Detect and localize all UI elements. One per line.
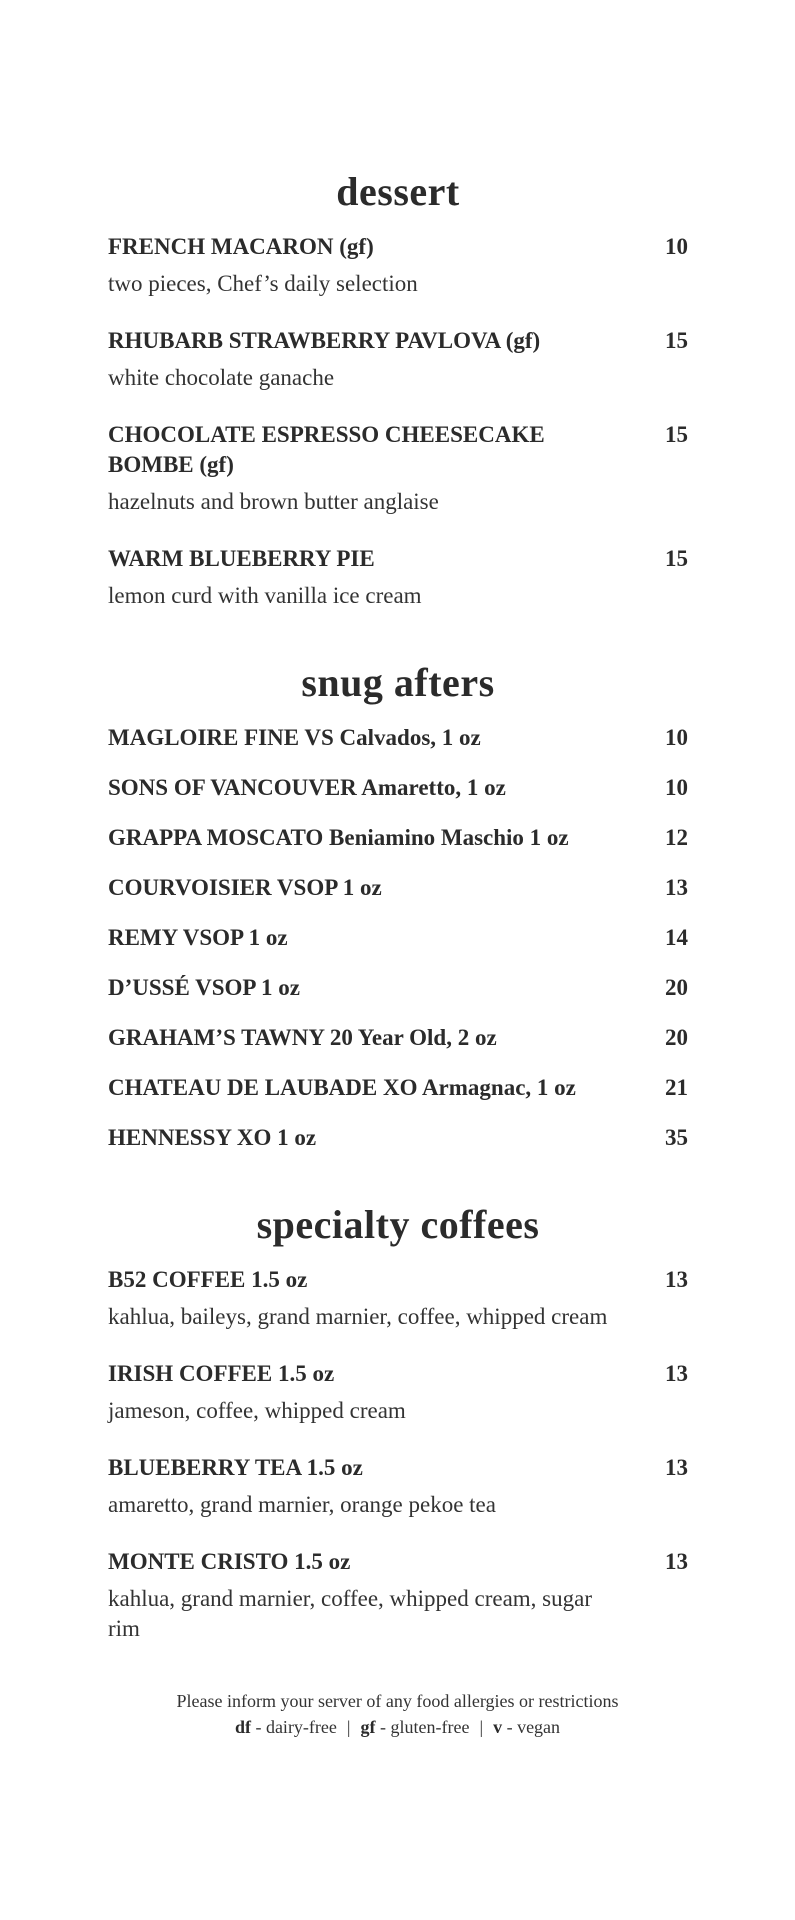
item-price: 12 — [665, 825, 688, 850]
menu-item — [108, 232, 688, 299]
item-name: IRISH COFFEE 1.5 oz — [108, 1361, 335, 1386]
item-price: 15 — [665, 546, 688, 571]
allergy-notice: Please inform your server of any food allergies or restrictions — [176, 1691, 619, 1711]
menu-item — [108, 1547, 688, 1644]
legend-text-gf: - gluten-free — [375, 1717, 470, 1737]
item-name: D’USSÉ VSOP 1 oz — [108, 975, 300, 1000]
menu-item — [108, 973, 688, 1003]
item-name: GRAPPA MOSCATO Beniamino Maschio 1 oz — [108, 825, 569, 850]
legend-text-df: - dairy-free — [250, 1717, 337, 1737]
item-description: white chocolate ganache — [108, 365, 335, 390]
menu-item — [108, 326, 688, 393]
item-name: FRENCH MACARON (gf) — [108, 234, 374, 259]
item-name: SONS OF VANCOUVER Amaretto, 1 oz — [108, 775, 506, 800]
item-price: 21 — [665, 1075, 688, 1100]
section-title: snug afters — [301, 660, 495, 705]
menu-item — [108, 723, 688, 753]
menu-item — [108, 1123, 688, 1153]
menu — [108, 170, 688, 1644]
item-price: 14 — [665, 925, 688, 950]
section-dessert — [108, 170, 688, 611]
section-title: specialty coffees — [256, 1202, 540, 1247]
item-description: kahlua, baileys, grand marnier, coffee, whipped cream — [108, 1304, 608, 1329]
item-name: HENNESSY XO 1 oz — [108, 1125, 317, 1150]
item-price: 13 — [665, 875, 688, 900]
item-price: 13 — [665, 1549, 688, 1574]
item-description: hazelnuts and brown butter anglaise — [108, 489, 439, 514]
item-price: 13 — [665, 1361, 688, 1386]
legend-text-v: - vegan — [502, 1717, 561, 1737]
legend-separator: | — [346, 1717, 351, 1737]
item-name: CHATEAU DE LAUBADE XO Armagnac, 1 oz — [108, 1075, 576, 1100]
item-price: 10 — [665, 234, 688, 259]
menu-item — [108, 544, 688, 611]
section-specialty-coffees — [108, 1203, 688, 1644]
legend-code-v: v — [493, 1717, 503, 1737]
item-price: 13 — [665, 1267, 688, 1292]
item-name: GRAHAM’S TAWNY 20 Year Old, 2 oz — [108, 1025, 497, 1050]
menu-item — [108, 1359, 688, 1426]
item-name: MAGLOIRE FINE VS Calvados, 1 oz — [108, 725, 481, 750]
item-description: lemon curd with vanilla ice cream — [108, 583, 422, 608]
item-name: REMY VSOP 1 oz — [108, 925, 288, 950]
menu-item — [108, 1073, 688, 1103]
item-name: MONTE CRISTO 1.5 oz — [108, 1549, 351, 1574]
section-title: dessert — [336, 169, 460, 214]
item-name: RHUBARB STRAWBERRY PAVLOVA (gf) — [108, 328, 541, 353]
item-price: 10 — [665, 775, 688, 800]
item-description: jameson, coffee, whipped cream — [108, 1398, 406, 1423]
menu-item — [108, 1265, 688, 1332]
menu-item — [108, 1453, 688, 1520]
item-price: 20 — [665, 1025, 688, 1050]
menu-item — [108, 420, 688, 517]
item-name: B52 COFFEE 1.5 oz — [108, 1267, 308, 1292]
menu-item — [108, 873, 688, 903]
item-name: BLUEBERRY TEA 1.5 oz — [108, 1455, 363, 1480]
item-price: 35 — [665, 1125, 688, 1150]
item-price: 13 — [665, 1455, 688, 1480]
item-name: CHOCOLATE ESPRESSO CHEESECAKE BOMBE (gf) — [108, 422, 545, 477]
allergy-footer — [0, 1688, 795, 1740]
item-price: 15 — [665, 422, 688, 447]
menu-item — [108, 923, 688, 953]
menu-item — [108, 823, 688, 853]
legend-separator: | — [479, 1717, 484, 1737]
item-description: kahlua, grand marnier, coffee, whipped cream, sugar rim — [108, 1586, 592, 1641]
item-name: WARM BLUEBERRY PIE — [108, 546, 375, 571]
menu-item — [108, 1023, 688, 1053]
item-price: 20 — [665, 975, 688, 1000]
legend-code-gf: gf — [360, 1717, 376, 1737]
item-description: two pieces, Chef’s daily selection — [108, 271, 418, 296]
item-name: COURVOISIER VSOP 1 oz — [108, 875, 382, 900]
dietary-legend — [0, 1714, 795, 1740]
legend-code-df: df — [234, 1717, 251, 1737]
item-price: 10 — [665, 725, 688, 750]
item-description: amaretto, grand marnier, orange pekoe tea — [108, 1492, 496, 1517]
menu-item — [108, 773, 688, 803]
item-price: 15 — [665, 328, 688, 353]
section-snug-afters — [108, 661, 688, 1153]
